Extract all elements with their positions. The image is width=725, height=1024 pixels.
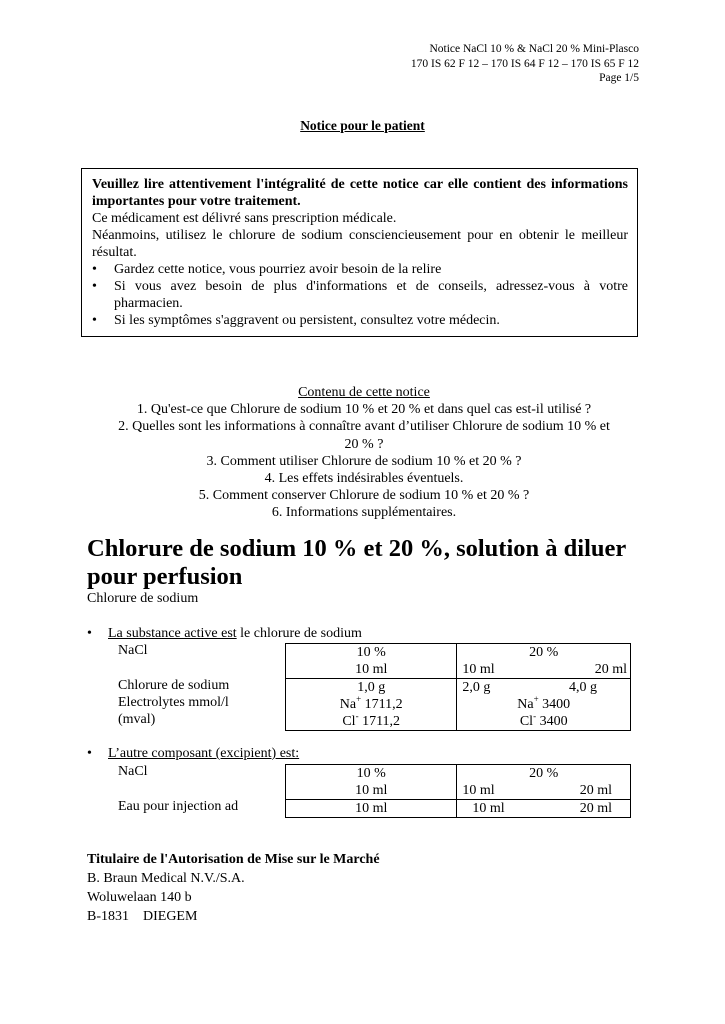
toc-item: 4. Les effets indésirables éventuels. (264, 471, 464, 487)
table-cell: 1,0 g (286, 679, 457, 697)
notice-bold-text: Veuillez lire attentivement l'intégralité de cette notice car elle contient des informations importantes pour votre traitement. (92, 177, 628, 209)
bullet-icon: • (87, 746, 92, 761)
table-cell: 10 ml (286, 782, 457, 800)
bullet-icon: • (87, 626, 92, 641)
col-header-20: 20 % (457, 644, 631, 662)
excipient-bullet (87, 746, 299, 762)
chloride-symbol: Cl (519, 714, 534, 729)
table-cell: 4,0 g (544, 679, 631, 697)
label-nacl: NaCl (118, 643, 148, 658)
document-header (411, 42, 639, 86)
toc-item: 3. Comment utiliser Chlorure de sodium 10 % et 20 % ? (206, 453, 522, 469)
excipient-table (285, 764, 631, 818)
chloride-symbol: Cl (342, 714, 356, 729)
holder-title: Titulaire de l'Autorisation de Mise sur le Marché (87, 852, 380, 867)
notice-bullet: • Gardez cette notice, vous pourriez avoir besoin de la relire (92, 261, 628, 278)
table-cell (286, 713, 457, 731)
table-cell (286, 696, 457, 713)
header-line-1: Notice NaCl 10 % & NaCl 20 % Mini-Plasco (429, 43, 639, 55)
table-row (286, 679, 631, 697)
label-eau-pour-injection: Eau pour injection ad (118, 799, 239, 814)
active-substance-table (285, 643, 631, 731)
excipient-text: L’autre composant (excipient) est: (108, 746, 300, 761)
notice-bullets (92, 261, 628, 329)
product-title: Chlorure de sodium 10 % et 20 %, solution à diluer pour perfusion (87, 535, 626, 590)
table-cell: 10 ml (457, 661, 544, 679)
table-cell: 10 ml (457, 800, 544, 818)
active-substance-underlined: La substance active est (108, 626, 237, 641)
toc-item: 1. Qu'est-ce que Chlorure de sodium 10 % et 20 % et dans quel cas est-il utilisé ? (136, 402, 592, 418)
superscript: - (355, 711, 359, 721)
superscript: - (533, 711, 537, 721)
sodium-value-10: 1711,2 (361, 697, 403, 712)
active-substance-bullet (87, 626, 362, 642)
notice-line-usage: Néanmoins, utilisez le chlorure de sodium consciencieusement pour en obtenir le meilleur résultat. (92, 228, 628, 260)
label-nacl-excipient: NaCl (118, 764, 148, 779)
header-line-2: 170 IS 62 F 12 – 170 IS 64 F 12 – 170 IS 65 F 12 (410, 57, 639, 70)
active-substance-rest: le chlorure de sodium (236, 626, 362, 641)
sodium-value-20: 3400 (538, 697, 571, 712)
toc-item: 20 % ? (344, 436, 384, 452)
notice-box (81, 168, 638, 337)
table-row (286, 713, 631, 731)
chloride-value-20: 3400 (536, 714, 568, 729)
table-cell: 10 ml (286, 661, 457, 679)
page-number: Page 1/5 (599, 72, 639, 84)
marketing-authorisation-holder (87, 850, 380, 926)
col-header-10: 10 % (286, 765, 457, 783)
holder-city: B-1831 DIEGEM (87, 909, 198, 924)
superscript: + (533, 694, 539, 704)
table-row (286, 800, 631, 818)
table-cell: 20 ml (544, 661, 631, 679)
label-electrolytes: Electrolytes mmol/l (118, 695, 229, 710)
col-header-10: 10 % (286, 644, 457, 662)
label-mval: (mval) (118, 712, 156, 727)
superscript: + (356, 694, 362, 704)
table-row (286, 782, 631, 800)
table-row (286, 644, 631, 662)
table-cell: 10 ml (286, 800, 457, 818)
table-cell (457, 696, 631, 713)
page-title: Notice pour le patient (300, 118, 425, 133)
table-row (286, 696, 631, 713)
notice-bullet: • Si vous avez besoin de plus d'informations et de conseils, adressez-vous à votre pharmacien. (92, 278, 628, 312)
table-row (286, 661, 631, 679)
toc-item: 5. Comment conserver Chlorure de sodium 10 % et 20 % ? (198, 488, 530, 504)
table-of-contents (94, 384, 634, 522)
toc-item: 2. Quelles sont les informations à connaître avant d’utiliser Chlorure de sodium 10 % et (118, 419, 610, 435)
table-row (286, 765, 631, 783)
col-header-20: 20 % (457, 765, 631, 783)
chloride-value-10: 1711,2 (358, 714, 401, 729)
notice-bullet: • Si les symptômes s'aggravent ou persistent, consultez votre médecin. (92, 312, 628, 329)
toc-item: 6. Informations supplémentaires. (271, 505, 457, 521)
sodium-symbol: Na (339, 697, 357, 712)
holder-company: B. Braun Medical N.V./S.A. (87, 871, 245, 886)
table-cell: 2,0 g (457, 679, 544, 697)
table-cell: 20 ml (544, 800, 631, 818)
table-cell: 10 ml (457, 782, 544, 800)
table-cell (457, 713, 631, 731)
toc-title: Contenu de cette notice (298, 385, 430, 400)
sodium-symbol: Na (517, 697, 534, 712)
label-chlorure-de-sodium: Chlorure de sodium (118, 678, 230, 693)
notice-line-prescription: Ce médicament est délivré sans prescription médicale. (92, 211, 397, 226)
product-subtitle: Chlorure de sodium (87, 591, 199, 606)
holder-street: Woluwelaan 140 b (87, 890, 192, 905)
table-cell: 20 ml (544, 782, 631, 800)
